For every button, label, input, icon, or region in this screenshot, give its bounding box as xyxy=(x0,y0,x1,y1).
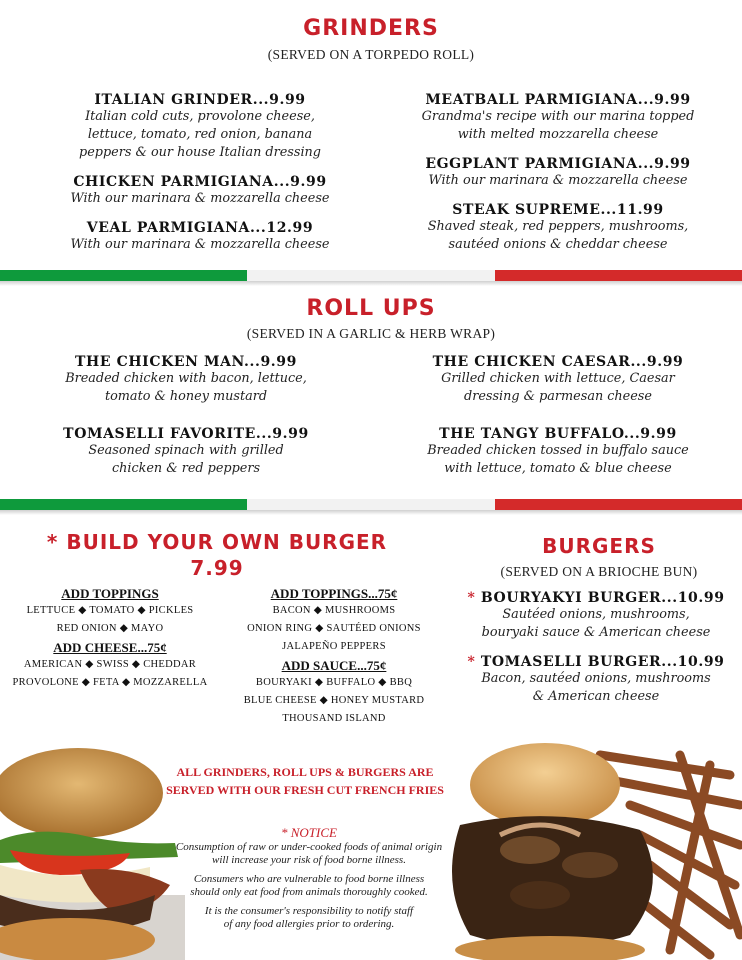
menu-item-tomaselli-favorite xyxy=(16,426,356,478)
divider-shadow xyxy=(0,281,742,286)
item-desc: bouryaki sauce & American cheese xyxy=(481,625,711,640)
byob-right-column xyxy=(226,586,442,728)
notice-text: It is the consumer's responsibility to notify staff xyxy=(204,905,414,917)
item-desc: lettuce, tomato, red onion, banana xyxy=(87,127,313,142)
menu-item-meatball-parmigiana xyxy=(388,92,728,144)
menu-item-veal-parmigiana xyxy=(30,220,370,254)
item-desc: Grilled chicken with lettuce, Caesar xyxy=(441,371,675,386)
item-desc: Shaved steak, red peppers, mushrooms, xyxy=(427,219,689,234)
item-name: CHICKEN PARMIGIANA...9.99 xyxy=(73,174,327,190)
item-desc: Breaded chicken tossed in buffalo sauce xyxy=(427,443,689,458)
byob-left-column xyxy=(2,586,218,692)
item-desc: Bacon, sautéed onions, mushrooms xyxy=(481,671,711,686)
item-desc: With our marinara & mozzarella cheese xyxy=(70,191,330,206)
notice-text: should only eat food from animals thoroughly cooked. xyxy=(190,886,428,898)
item-name: STEAK SUPREME...11.99 xyxy=(452,202,664,218)
byob-price: 7.99 xyxy=(190,556,244,580)
menu-item-italian-grinder xyxy=(30,92,370,162)
italian-flag-divider xyxy=(0,499,742,510)
premium-toppings-list: BACON ◆ MUSHROOMS xyxy=(272,605,396,616)
premium-toppings-list: ONION RING ◆ SAUTÉED ONIONS xyxy=(247,623,421,634)
rollups-subtitle: (SERVED IN A GARLIC & HERB WRAP) xyxy=(246,326,496,341)
grinders-subtitle: (SERVED ON A TORPEDO ROLL) xyxy=(267,47,475,62)
item-desc: Grandma's recipe with our marina topped xyxy=(421,109,695,124)
item-desc: with melted mozzarella cheese xyxy=(457,127,659,142)
item-name: THE CHICKEN MAN...9.99 xyxy=(75,354,297,370)
sauce-heading: ADD SAUCE...75¢ xyxy=(281,658,387,673)
burgers-title: BURGERS xyxy=(542,534,656,558)
notice-block xyxy=(160,825,458,931)
item-name: THE CHICKEN CAESAR...9.99 xyxy=(432,354,684,370)
cheese-list: AMERICAN ◆ SWISS ◆ CHEDDAR xyxy=(23,659,197,670)
sauce-list: BOURYAKI ◆ BUFFALO ◆ BBQ xyxy=(255,677,413,688)
item-desc: sautéed onions & cheddar cheese xyxy=(448,237,668,252)
menu-item-chicken-caesar xyxy=(388,354,728,406)
menu-item-eggplant-parmigiana xyxy=(388,156,728,190)
item-star: * xyxy=(467,590,476,606)
item-name-text: TOMASELLI BURGER...10.99 xyxy=(480,654,725,670)
sauce-list: THOUSAND ISLAND xyxy=(282,713,386,724)
notice-text: Consumption of raw or under-cooked foods of animal origin xyxy=(175,841,443,853)
byob-title: * BUILD YOUR OWN BURGER xyxy=(46,530,388,554)
divider-shadow xyxy=(0,510,742,515)
menu-item-chicken-parmigiana xyxy=(30,174,370,208)
item-desc: With our marinara & mozzarella cheese xyxy=(70,237,330,252)
notice-heading: * NOTICE xyxy=(281,825,337,840)
toppings-list: RED ONION ◆ MAYO xyxy=(56,623,164,634)
premium-toppings-list: JALAPEÑO PEPPERS xyxy=(282,641,386,652)
premium-toppings-heading: ADD TOPPINGS...75¢ xyxy=(270,586,398,601)
item-desc: Italian cold cuts, provolone cheese, xyxy=(85,109,315,124)
item-desc: dressing & parmesan cheese xyxy=(464,389,652,404)
item-desc: With our marinara & mozzarella cheese xyxy=(428,173,688,188)
menu-item-bouryakyi-burger xyxy=(450,590,742,642)
sauce-list: BLUE CHEESE ◆ HONEY MUSTARD xyxy=(243,695,425,706)
toppings-heading: ADD TOPPINGS xyxy=(61,586,159,601)
item-desc: Seasoned spinach with grilled xyxy=(88,443,284,458)
fries-note-line: SERVED WITH OUR FRESH CUT FRENCH FRIES xyxy=(166,783,444,797)
burger-photo-right xyxy=(440,735,742,960)
item-desc: chicken & red peppers xyxy=(111,461,261,476)
item-desc: peppers & our house Italian dressing xyxy=(79,145,321,160)
menu-item-tomaselli-burger xyxy=(450,654,742,706)
menu-item-tangy-buffalo xyxy=(388,426,728,478)
item-desc: & American cheese xyxy=(532,689,660,704)
notice-text: of any food allergies prior to ordering. xyxy=(223,918,395,930)
item-desc: with lettuce, tomato & blue cheese xyxy=(444,461,672,476)
fries-note xyxy=(150,763,460,799)
item-name xyxy=(450,590,742,606)
grinders-title: GRINDERS xyxy=(303,16,439,41)
item-name: ITALIAN GRINDER...9.99 xyxy=(94,92,306,108)
item-star: * xyxy=(467,654,476,670)
cheese-list: PROVOLONE ◆ FETA ◆ MOZZARELLA xyxy=(12,677,208,688)
fries-note-line: ALL GRINDERS, ROLL UPS & BURGERS ARE xyxy=(176,765,434,779)
menu-item-chicken-man xyxy=(16,354,356,406)
burgers-subtitle: (SERVED ON A BRIOCHE BUN) xyxy=(500,564,698,579)
item-name: VEAL PARMIGIANA...12.99 xyxy=(86,220,314,236)
item-name: THE TANGY BUFFALO...9.99 xyxy=(439,426,677,442)
menu-item-steak-supreme xyxy=(388,202,728,254)
item-name-text: BOURYAKYI BURGER...10.99 xyxy=(480,590,725,606)
cheese-heading: ADD CHEESE...75¢ xyxy=(53,640,167,655)
item-name: TOMASELLI FAVORITE...9.99 xyxy=(63,426,309,442)
rollups-title: ROLL UPS xyxy=(306,296,436,321)
item-name xyxy=(450,654,742,670)
notice-text: will increase your risk of food borne illness. xyxy=(212,854,406,866)
italian-flag-divider xyxy=(0,270,742,281)
item-desc: tomato & honey mustard xyxy=(104,389,268,404)
notice-text: Consumers who are vulnerable to food borne illness xyxy=(193,873,425,885)
item-desc: Sautéed onions, mushrooms, xyxy=(502,607,690,622)
item-name: MEATBALL PARMIGIANA...9.99 xyxy=(425,92,691,108)
toppings-list: LETTUCE ◆ TOMATO ◆ PICKLES xyxy=(26,605,194,616)
item-desc: Breaded chicken with bacon, lettuce, xyxy=(65,371,307,386)
item-name: EGGPLANT PARMIGIANA...9.99 xyxy=(425,156,691,172)
